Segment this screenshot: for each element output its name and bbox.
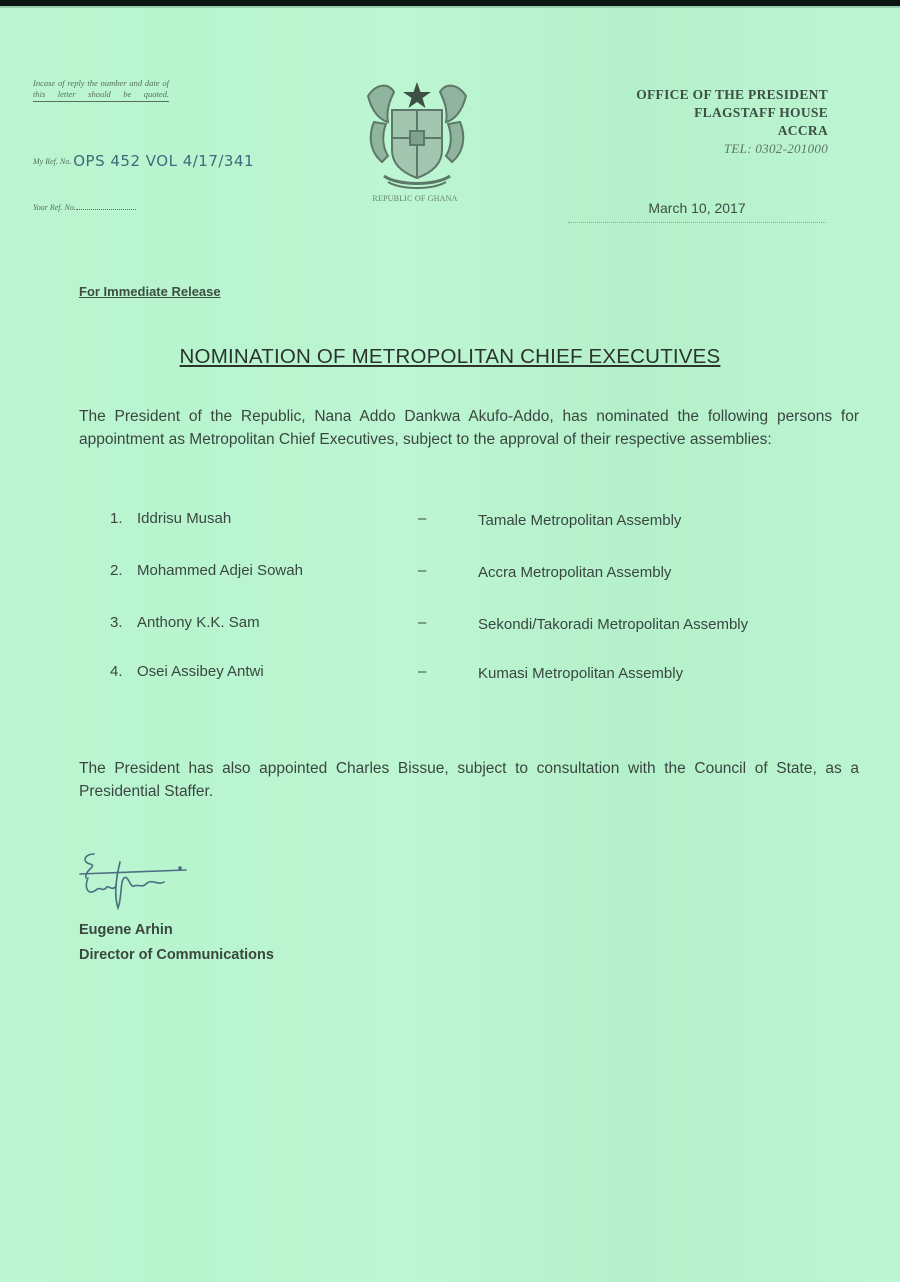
nominee-item — [110, 510, 870, 562]
nominee-name: Mohammed Adjei Sowah — [137, 562, 303, 579]
nominee-dash: – — [418, 663, 427, 680]
crest-caption: REPUBLIC OF GHANA — [372, 194, 458, 203]
nominee-dash: – — [418, 614, 427, 631]
nominee-list — [110, 510, 870, 715]
nominee-number: 2. — [110, 562, 123, 579]
nominee-assembly: Sekondi/Takoradi Metropolitan Assembly — [478, 616, 749, 633]
nominee-number: 4. — [110, 663, 123, 680]
nominee-assembly: Accra Metropolitan Assembly — [478, 564, 672, 581]
nominee-dash: – — [418, 562, 427, 579]
nominee-item — [110, 663, 870, 715]
top-border — [0, 0, 900, 6]
your-ref-label: Your Ref. No. — [33, 203, 76, 212]
office-address — [636, 86, 828, 158]
office-telephone: TEL: 0302-201000 — [723, 141, 828, 156]
signer-block — [79, 918, 274, 968]
office-city: ACCRA — [777, 123, 828, 138]
handwritten-signature-icon — [76, 848, 196, 914]
signer-role: Director of Communications — [79, 947, 274, 963]
quote-reference-note: Incase of reply the number and date of this letter should be quoted. — [33, 78, 169, 102]
nominee-number: 1. — [110, 510, 123, 527]
nominee-dash: – — [418, 510, 427, 527]
nominee-number: 3. — [110, 614, 123, 631]
signer-name: Eugene Arhin — [79, 922, 173, 938]
my-ref-row — [33, 150, 254, 168]
nominee-name: Iddrisu Musah — [137, 510, 232, 527]
letter-date: March 10, 2017 — [568, 200, 826, 223]
document-title: NOMINATION OF METROPOLITAN CHIEF EXECUTIVES — [179, 345, 721, 368]
my-ref-label: My Ref. No. — [33, 157, 72, 166]
nominee-item — [110, 562, 870, 614]
your-ref-blank — [76, 209, 136, 210]
office-building: FLAGSTAFF HOUSE — [694, 105, 828, 120]
your-ref-row — [33, 203, 136, 212]
release-label: For Immediate Release — [79, 284, 221, 299]
office-name: OFFICE OF THE PRESIDENT — [636, 87, 828, 102]
nominee-item — [110, 614, 870, 663]
closing-paragraph: The President has also appointed Charles Bissue, subject to consultation with the Council of State, as a Presidential Staffer. — [79, 760, 859, 800]
nominee-name: Osei Assibey Antwi — [137, 663, 264, 680]
my-ref-value: OPS 452 VOL 4/17/341 — [73, 152, 255, 170]
nominee-assembly: Kumasi Metropolitan Assembly — [478, 665, 684, 682]
coat-of-arms-icon — [352, 76, 482, 196]
intro-paragraph: The President of the Republic, Nana Addo Dankwa Akufo-Addo, has nominated the following persons for appointment as Metropolitan Chief Executives, subject to the approval of their respective assemblies: — [79, 408, 859, 448]
nominee-assembly: Tamale Metropolitan Assembly — [478, 512, 682, 529]
nominee-name: Anthony K.K. Sam — [137, 614, 260, 631]
